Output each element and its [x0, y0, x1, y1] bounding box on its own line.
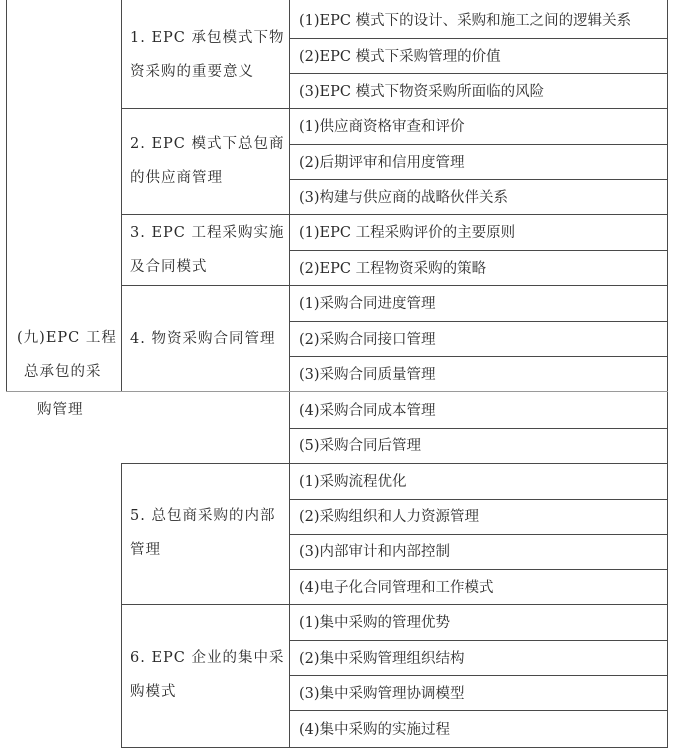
section-divider	[121, 463, 668, 464]
section-divider	[121, 285, 668, 286]
section-title-line: 管理	[130, 542, 161, 558]
row-divider	[289, 710, 668, 711]
sub-item: (2)EPC 工程物资采购的策略	[299, 261, 487, 277]
row-divider	[289, 250, 668, 251]
sub-item: (2)采购合同接口管理	[299, 332, 436, 348]
section-title	[130, 641, 285, 709]
sub-item: (2)采购组织和人力资源管理	[299, 509, 480, 525]
sub-item: (3)采购合同质量管理	[299, 367, 436, 383]
section-divider	[121, 108, 668, 109]
section-title-line: 1. EPC 承包模式下物	[130, 30, 285, 46]
section-title-line: 6. EPC 企业的集中采	[130, 650, 285, 666]
main-topic-line: (九)EPC 工程	[17, 330, 117, 346]
section-title	[130, 21, 285, 89]
sub-item: (1)集中采购的管理优势	[299, 615, 451, 631]
sub-item: (4)电子化合同管理和工作模式	[299, 580, 494, 596]
sub-item: (3)内部审计和内部控制	[299, 544, 451, 560]
main-topic-line: 总承包的采	[24, 364, 102, 380]
sub-item: (1)采购合同进度管理	[299, 296, 436, 312]
table-border-bottom	[121, 747, 668, 748]
row-divider	[289, 428, 668, 429]
row-divider	[289, 144, 668, 145]
section-title-line: 5. 总包商采购的内部	[130, 508, 276, 524]
sub-item: (3)EPC 模式下物资采购所面临的风险	[299, 84, 545, 100]
section-title-line: 3. EPC 工程采购实施	[130, 225, 285, 241]
section-title-line: 资采购的重要意义	[130, 64, 254, 80]
row-divider	[289, 534, 668, 535]
section-title-line: 2. EPC 模式下总包商	[130, 136, 285, 152]
sub-item: (3)构建与供应商的战略伙伴关系	[299, 190, 509, 206]
section-title	[130, 499, 275, 567]
row-divider	[289, 179, 668, 180]
column-divider	[289, 0, 290, 748]
sub-item: (1)供应商资格审查和评价	[299, 119, 465, 135]
main-topic-line: 购管理	[37, 402, 84, 418]
section-title-line: 4. 物资采购合同管理	[130, 331, 276, 347]
section-divider	[121, 604, 668, 605]
sub-item: (2)集中采购管理组织结构	[299, 651, 465, 667]
table-border-left	[6, 0, 7, 391]
section-title	[130, 216, 285, 284]
row-divider	[289, 569, 668, 570]
row-divider	[289, 640, 668, 641]
sub-item: (2)后期评审和信用度管理	[299, 155, 465, 171]
row-divider	[289, 321, 668, 322]
sub-item: (3)集中采购管理协调模型	[299, 686, 465, 702]
section-title	[130, 322, 275, 356]
sub-item: (1)EPC 工程采购评价的主要原则	[299, 225, 516, 241]
row-divider	[289, 356, 668, 357]
column-divider	[121, 464, 122, 748]
column-divider	[121, 0, 122, 391]
page-break-line	[6, 391, 668, 392]
section-divider	[121, 214, 668, 215]
sub-item: (5)采购合同后管理	[299, 438, 422, 454]
section-title	[130, 127, 285, 195]
sub-item: (1)采购流程优化	[299, 474, 407, 490]
sub-item: (1)EPC 模式下的设计、采购和施工之间的逻辑关系	[299, 13, 632, 29]
sub-item: (2)EPC 模式下采购管理的价值	[299, 49, 501, 65]
row-divider	[289, 675, 668, 676]
row-divider	[289, 38, 668, 39]
row-divider	[289, 499, 668, 500]
table-border-right	[667, 0, 668, 748]
sub-item: (4)采购合同成本管理	[299, 403, 436, 419]
section-title-line: 及合同模式	[130, 259, 208, 275]
section-title-line: 的供应商管理	[130, 170, 223, 186]
sub-item: (4)集中采购的实施过程	[299, 722, 451, 738]
section-title-line: 购模式	[130, 684, 177, 700]
row-divider	[289, 73, 668, 74]
